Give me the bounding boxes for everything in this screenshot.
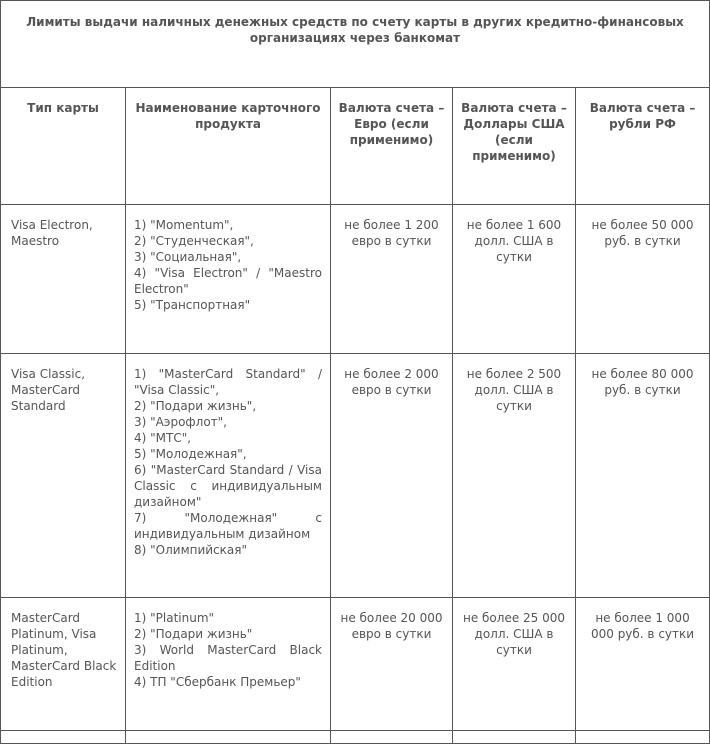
product-line: 5) "Молодежная", (134, 447, 247, 461)
product-list-cell (126, 598, 331, 731)
table-row-cut (1, 731, 710, 744)
header-product-name: Наименование карточного продукта (126, 88, 331, 205)
product-line: Edition (134, 659, 176, 673)
product-line: 2) "Подари жизнь", (134, 399, 257, 413)
header-card-type: Тип карты (1, 88, 126, 205)
product-line: 1) "Momentum", (134, 218, 234, 232)
table-row (1, 205, 710, 354)
empty-cell (1, 731, 126, 744)
limit-rub-cell: не более 1 000 000 руб. в сутки (576, 598, 710, 731)
product-line: 3) "Аэрофлот", (134, 415, 227, 429)
limit-eur-cell: не более 20 000 евро в сутки (331, 598, 453, 731)
product-line: 4) "МТС", (134, 431, 192, 445)
product-line: 4) "Visa Electron" / "Maestro (134, 266, 322, 280)
header-currency-rub: Валюта счета – рубли РФ (576, 88, 710, 205)
product-line: 3) "Социальная", (134, 250, 242, 264)
product-list-cell (126, 205, 331, 354)
empty-cell (576, 731, 710, 744)
card-type-cell: Visa Classic, MasterCard Standard (1, 354, 126, 598)
limit-eur-cell: не более 1 200 евро в сутки (331, 205, 453, 354)
product-line: 3) World MasterCard Black (134, 643, 322, 657)
limit-rub-cell: не более 50 000 руб. в сутки (576, 205, 710, 354)
product-line: 1) "MasterCard Standard" / (134, 367, 322, 381)
product-line: 2) "Подари жизнь" (134, 627, 253, 641)
header-currency-usd: Валюта счета – Доллары США (если применимо) (453, 88, 576, 205)
table-row (1, 354, 710, 598)
header-currency-eur: Валюта счета – Евро (если применимо) (331, 88, 453, 205)
card-type-cell: Visa Electron, Maestro (1, 205, 126, 354)
limit-usd-cell: не более 1 600 долл. США в сутки (453, 205, 576, 354)
empty-cell (331, 731, 453, 744)
limit-rub-cell: не более 80 000 руб. в сутки (576, 354, 710, 598)
limit-usd-cell: не более 25 000 долл. США в сутки (453, 598, 576, 731)
card-type-cell: MasterCard Platinum, Visa Platinum, MasterCard Black Edition (1, 598, 126, 731)
table-caption: Лимиты выдачи наличных денежных средств по счету карты в других кредитно-финансовых организациях через банкомат (1, 1, 710, 88)
empty-cell (453, 731, 576, 744)
product-line: дизайном" (134, 495, 202, 509)
empty-cell (126, 731, 331, 744)
table-row (1, 598, 710, 731)
product-line: 4) ТП "Сбербанк Премьер" (134, 675, 301, 689)
product-list-cell (126, 354, 331, 598)
product-line: 1) "Platinum" (134, 611, 215, 625)
product-line: 5) "Транспортная" (134, 298, 251, 312)
limit-eur-cell: не более 2 000 евро в сутки (331, 354, 453, 598)
product-line: 6) "MasterCard Standard / Visa (134, 463, 322, 477)
product-line: Electron" (134, 282, 189, 296)
limit-usd-cell: не более 2 500 долл. США в сутки (453, 354, 576, 598)
product-line: 8) "Олимпийская" (134, 543, 247, 557)
product-line: Classic с индивидуальным (134, 479, 322, 493)
product-line: индивидуальным дизайном (134, 527, 311, 541)
product-line: "Visa Classic", (134, 383, 220, 397)
product-line: 7) "Молодежная" с (134, 511, 322, 525)
product-line: 2) "Студенческая", (134, 234, 254, 248)
